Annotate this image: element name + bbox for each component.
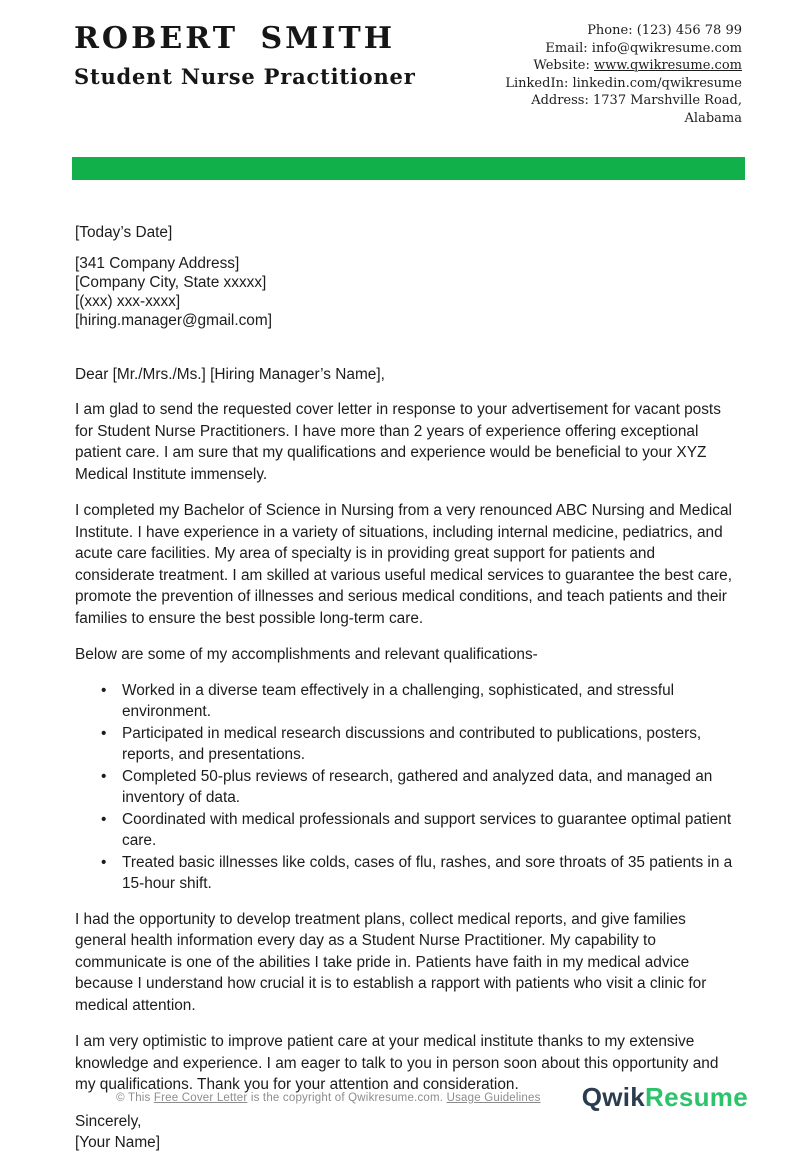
closing-paragraphs	[75, 909, 738, 1096]
contact-email	[505, 40, 742, 58]
contact-address-line2: Alabama	[684, 110, 742, 126]
contact-linkedin	[505, 75, 742, 93]
accomplishment-item: • Participated in medical research discussions and contributed to publications, posters, reports, and presentations.	[75, 723, 738, 766]
footer	[0, 1082, 800, 1113]
copyright-prefix: © This	[116, 1091, 154, 1104]
signoff: Sincerely,	[75, 1112, 142, 1130]
contact-email-label: Email:	[545, 40, 588, 56]
contact-address-value: 1737 Marshville Road,	[593, 93, 742, 108]
letter-paragraph: I had the opportunity to develop treatment plans, collect medical reports, and give families general health information every day as a Student Nurse Practitioner. My capability to communicate is one of the abilities I take pride in. Patients have faith in my medical advice because I understand how crucial it is to establish a rapport with patients who visit a clinic for medical attention.	[75, 910, 707, 1014]
website-link[interactable]: www.qwikresume.com	[594, 58, 742, 73]
contact-address-label: Address:	[531, 93, 589, 108]
accomplishment-item: • Completed 50-plus reviews of research, gathered and analyzed data, and managed an inventory of data.	[75, 766, 738, 809]
contact-phone-value: (123) 456 78 99	[636, 23, 742, 38]
contact-phone-label: Phone:	[587, 23, 633, 38]
copyright-text	[75, 1092, 582, 1104]
letter-paragraph: I completed my Bachelor of Science in Nursing from a very renounced ABC Nursing and Medical Institute. I have experience in a variety of situations, including internal medicine, pediatrics, and acute care facilities. My area of specialty is in providing great support for patients and considerate treatment. I am skilled at various useful medical services to guarantee the best care, promote the prevention of illnesses and serious medical conditions, and teach patients and their families to ensure the best possible long-term care.	[75, 502, 732, 627]
signature-placeholder: [Your Name]	[75, 1134, 160, 1151]
person-name: ROBERT SMITH	[74, 21, 396, 56]
contact-website	[505, 57, 742, 75]
free-cover-letter-link[interactable]: Free Cover Letter	[153, 1091, 248, 1104]
letter-body	[0, 180, 800, 1154]
accomplishments-intro: Below are some of my accomplishments and relevant qualifications-	[75, 646, 538, 663]
accomplishment-item: • Coordinated with medical professionals and support services to guarantee optimal patient care.	[75, 809, 738, 852]
header	[0, 0, 800, 127]
accent-bar	[72, 157, 745, 180]
contact-linkedin-value: linkedin.com/qwikresume	[572, 75, 742, 91]
usage-guidelines-link[interactable]: Usage Guidelines	[446, 1091, 541, 1104]
recipient-line: [Company City, State xxxxx]	[75, 273, 267, 291]
recipient-block	[75, 254, 738, 330]
logo-qwik: Qwik	[581, 1082, 646, 1112]
contact-address	[505, 92, 742, 110]
letter-paragraph: I am glad to send the requested cover letter in response to your advertisement for vacant posts for Student Nurse Practitioners. I have more than 2 years of experience offering exceptional patient care. I am sure that my qualifications and experience would be beneficial to your XYZ Medical Institute immensely.	[75, 401, 721, 483]
job-title: Student Nurse Practitioner	[74, 63, 416, 89]
accomplishments-list	[75, 680, 738, 895]
contact-phone	[505, 22, 742, 40]
recipient-line: [hiring.manager@gmail.com]	[75, 311, 272, 329]
recipient-line: [341 Company Address]	[75, 254, 240, 272]
contact-website-label: Website:	[533, 58, 590, 73]
accomplishment-item: • Worked in a diverse team effectively in a challenging, sophisticated, and stressful environment.	[75, 680, 738, 723]
letter-paragraph: I am very optimistic to improve patient care at your medical institute thanks to my extensive knowledge and experience. I am eager to talk to you in person soon about this opportunity and my qualifications. Thank you for your attention and consideration.	[75, 1033, 719, 1093]
recipient-line: [(xxx) xxx-xxxx]	[75, 292, 181, 310]
signoff-block	[75, 1111, 738, 1154]
contact-email-value: info@qwikresume.com	[591, 40, 742, 56]
body-paragraphs	[75, 399, 738, 629]
salutation: Dear [Mr./Mrs./Ms.] [Hiring Manager’s Name],	[75, 365, 385, 383]
copyright-mid: is the copyright of Qwikresume.com.	[247, 1091, 447, 1104]
contact-block	[505, 22, 742, 127]
date-placeholder: [Today’s Date]	[75, 224, 173, 241]
qwikresume-logo	[582, 1082, 748, 1113]
identity-block	[74, 22, 416, 89]
logo-resume: Resume	[645, 1082, 748, 1112]
contact-linkedin-label: LinkedIn:	[505, 75, 569, 91]
accomplishment-item: • Treated basic illnesses like colds, cases of flu, rashes, and sore throats of 35 patients in a 15-hour shift.	[75, 852, 738, 895]
